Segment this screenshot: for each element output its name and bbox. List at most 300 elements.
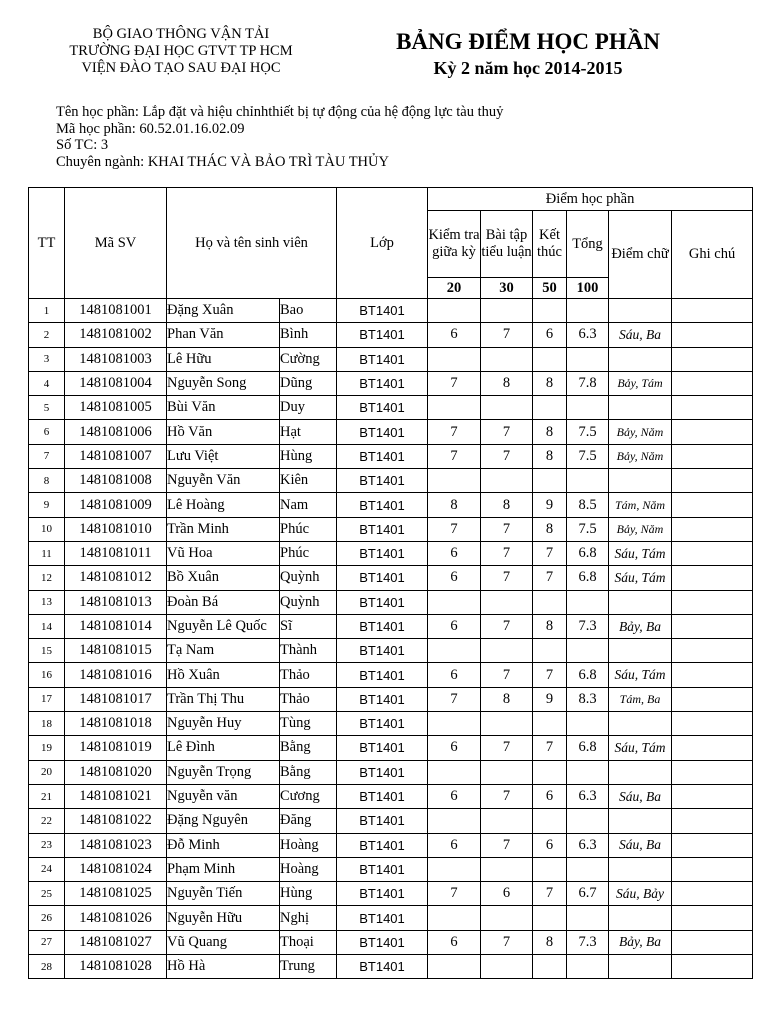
header-tt: TT xyxy=(29,188,65,299)
score-midterm: 7 xyxy=(428,420,481,444)
score-essay: 8 xyxy=(481,493,533,517)
letter-grade: Sáu, Tám xyxy=(609,736,672,760)
student-surname: Lê Hoàng xyxy=(167,493,280,517)
course-name: Tên học phần: Lắp đặt và hiệu chỉnhthiết bị tự động của hệ động lực tàu thuỷ xyxy=(56,104,504,120)
letter-grade xyxy=(609,906,672,930)
institute-name: VIỆN ĐÀO TẠO SAU ĐẠI HỌC xyxy=(81,60,281,76)
score-total: 6.8 xyxy=(567,736,609,760)
header-final: Kết thúc xyxy=(533,211,567,278)
student-class: BT1401 xyxy=(337,687,428,711)
student-id: 1481081009 xyxy=(65,493,167,517)
note-cell xyxy=(672,809,753,833)
table-row xyxy=(29,396,753,420)
letter-grade: Bảy, Năm xyxy=(609,444,672,468)
student-id: 1481081020 xyxy=(65,760,167,784)
student-surname: Nguyễn Huy xyxy=(167,712,280,736)
row-index: 21 xyxy=(29,784,65,808)
table-row xyxy=(29,517,753,541)
student-id: 1481081004 xyxy=(65,371,167,395)
score-essay xyxy=(481,760,533,784)
note-cell xyxy=(672,323,753,347)
student-class: BT1401 xyxy=(337,444,428,468)
student-given-name: Hùng xyxy=(280,444,337,468)
student-given-name: Cương xyxy=(280,784,337,808)
grade-rows xyxy=(29,299,753,979)
table-row xyxy=(29,444,753,468)
score-final xyxy=(533,347,567,371)
score-total xyxy=(567,299,609,323)
score-final: 7 xyxy=(533,663,567,687)
student-surname: Trần Minh xyxy=(167,517,280,541)
student-class: BT1401 xyxy=(337,299,428,323)
letter-grade xyxy=(609,396,672,420)
score-total: 6.3 xyxy=(567,323,609,347)
student-id: 1481081002 xyxy=(65,323,167,347)
score-essay: 7 xyxy=(481,323,533,347)
score-total: 7.5 xyxy=(567,420,609,444)
student-class: BT1401 xyxy=(337,930,428,954)
score-total xyxy=(567,955,609,979)
score-final xyxy=(533,955,567,979)
score-essay: 7 xyxy=(481,833,533,857)
score-midterm: 7 xyxy=(428,882,481,906)
letter-grade xyxy=(609,639,672,663)
student-surname: Hồ Xuân xyxy=(167,663,280,687)
score-essay xyxy=(481,469,533,493)
row-index: 15 xyxy=(29,639,65,663)
header-score-group: Điểm học phần xyxy=(428,188,753,211)
letter-grade xyxy=(609,809,672,833)
header-class: Lớp xyxy=(337,188,428,299)
score-final: 6 xyxy=(533,833,567,857)
student-class: BT1401 xyxy=(337,469,428,493)
score-final: 8 xyxy=(533,371,567,395)
score-midterm: 6 xyxy=(428,323,481,347)
student-given-name: Thảo xyxy=(280,663,337,687)
student-surname: Nguyễn Trọng xyxy=(167,760,280,784)
student-given-name: Thảo xyxy=(280,687,337,711)
note-cell xyxy=(672,930,753,954)
student-class: BT1401 xyxy=(337,712,428,736)
table-row xyxy=(29,371,753,395)
score-essay xyxy=(481,712,533,736)
table-row xyxy=(29,857,753,881)
student-id: 1481081028 xyxy=(65,955,167,979)
row-index: 27 xyxy=(29,930,65,954)
student-class: BT1401 xyxy=(337,882,428,906)
student-given-name: Bình xyxy=(280,323,337,347)
score-essay xyxy=(481,857,533,881)
row-index: 12 xyxy=(29,566,65,590)
score-final xyxy=(533,760,567,784)
student-surname: Phan Văn xyxy=(167,323,280,347)
note-cell xyxy=(672,614,753,638)
student-id: 1481081011 xyxy=(65,541,167,565)
score-total xyxy=(567,590,609,614)
score-total: 7.5 xyxy=(567,444,609,468)
score-midterm xyxy=(428,809,481,833)
row-index: 19 xyxy=(29,736,65,760)
weight-midterm: 20 xyxy=(428,278,481,299)
note-cell xyxy=(672,906,753,930)
student-given-name: Phúc xyxy=(280,517,337,541)
letter-grade: Sáu, Bảy xyxy=(609,882,672,906)
note-cell xyxy=(672,955,753,979)
letter-grade: Tám, Năm xyxy=(609,493,672,517)
student-class: BT1401 xyxy=(337,566,428,590)
student-id: 1481081019 xyxy=(65,736,167,760)
score-total xyxy=(567,906,609,930)
score-essay xyxy=(481,955,533,979)
letter-grade: Bảy, Tám xyxy=(609,371,672,395)
score-total: 6.3 xyxy=(567,833,609,857)
table-row xyxy=(29,541,753,565)
institution-header xyxy=(50,26,312,77)
note-cell xyxy=(672,493,753,517)
score-final xyxy=(533,906,567,930)
student-surname: Vũ Hoa xyxy=(167,541,280,565)
row-index: 10 xyxy=(29,517,65,541)
row-index: 7 xyxy=(29,444,65,468)
student-id: 1481081026 xyxy=(65,906,167,930)
note-cell xyxy=(672,712,753,736)
score-final: 8 xyxy=(533,420,567,444)
header-essay: Bài tập tiểu luận xyxy=(481,211,533,278)
student-id: 1481081001 xyxy=(65,299,167,323)
row-index: 13 xyxy=(29,590,65,614)
note-cell xyxy=(672,736,753,760)
score-total xyxy=(567,760,609,784)
student-id: 1481081021 xyxy=(65,784,167,808)
student-surname: Nguyễn Hữu xyxy=(167,906,280,930)
score-final: 7 xyxy=(533,882,567,906)
student-class: BT1401 xyxy=(337,809,428,833)
row-index: 20 xyxy=(29,760,65,784)
course-code: Mã học phần: 60.52.01.16.02.09 xyxy=(56,120,245,137)
note-cell xyxy=(672,760,753,784)
row-index: 16 xyxy=(29,663,65,687)
document-title: BẢNG ĐIỂM HỌC PHẦN xyxy=(396,29,660,54)
student-given-name: Phúc xyxy=(280,541,337,565)
score-total xyxy=(567,639,609,663)
score-final xyxy=(533,639,567,663)
letter-grade: Sáu, Tám xyxy=(609,541,672,565)
student-surname: Đặng Xuân xyxy=(167,299,280,323)
student-given-name: Dũng xyxy=(280,371,337,395)
header-student-name: Họ và tên sinh viên xyxy=(167,188,337,299)
score-midterm: 7 xyxy=(428,517,481,541)
score-final xyxy=(533,712,567,736)
student-given-name: Nghị xyxy=(280,906,337,930)
score-final: 8 xyxy=(533,517,567,541)
score-essay: 7 xyxy=(481,930,533,954)
student-id: 1481081014 xyxy=(65,614,167,638)
note-cell xyxy=(672,396,753,420)
ministry-name: BỘ GIAO THÔNG VẬN TẢI xyxy=(92,26,270,42)
score-total: 8.3 xyxy=(567,687,609,711)
student-class: BT1401 xyxy=(337,955,428,979)
score-essay: 7 xyxy=(481,444,533,468)
student-class: BT1401 xyxy=(337,396,428,420)
score-midterm xyxy=(428,760,481,784)
student-class: BT1401 xyxy=(337,517,428,541)
score-total: 6.8 xyxy=(567,663,609,687)
score-midterm xyxy=(428,906,481,930)
student-id: 1481081022 xyxy=(65,809,167,833)
student-surname: Nguyễn Tiến xyxy=(167,882,280,906)
row-index: 3 xyxy=(29,347,65,371)
score-final: 7 xyxy=(533,566,567,590)
score-final: 8 xyxy=(533,444,567,468)
table-row xyxy=(29,663,753,687)
score-essay: 7 xyxy=(481,784,533,808)
document-title-block xyxy=(368,28,688,80)
score-midterm xyxy=(428,347,481,371)
note-cell xyxy=(672,541,753,565)
score-midterm: 6 xyxy=(428,541,481,565)
row-index: 17 xyxy=(29,687,65,711)
student-class: BT1401 xyxy=(337,493,428,517)
row-index: 28 xyxy=(29,955,65,979)
letter-grade: Bảy, Năm xyxy=(609,420,672,444)
score-final xyxy=(533,396,567,420)
letter-grade xyxy=(609,955,672,979)
score-final: 8 xyxy=(533,614,567,638)
score-total xyxy=(567,809,609,833)
student-id: 1481081005 xyxy=(65,396,167,420)
score-midterm xyxy=(428,857,481,881)
score-final: 7 xyxy=(533,736,567,760)
course-info xyxy=(56,104,503,170)
letter-grade: Bảy, Ba xyxy=(609,614,672,638)
header-note: Ghi chú xyxy=(672,211,753,299)
score-essay xyxy=(481,906,533,930)
student-surname: Đặng Nguyên xyxy=(167,809,280,833)
student-class: BT1401 xyxy=(337,420,428,444)
row-index: 9 xyxy=(29,493,65,517)
score-essay: 6 xyxy=(481,882,533,906)
student-class: BT1401 xyxy=(337,323,428,347)
note-cell xyxy=(672,857,753,881)
table-row xyxy=(29,420,753,444)
table-row xyxy=(29,347,753,371)
row-index: 14 xyxy=(29,614,65,638)
student-id: 1481081016 xyxy=(65,663,167,687)
row-index: 23 xyxy=(29,833,65,857)
note-cell xyxy=(672,347,753,371)
score-essay xyxy=(481,396,533,420)
student-given-name: Hoàng xyxy=(280,833,337,857)
student-surname: Nguyễn Văn xyxy=(167,469,280,493)
student-id: 1481081024 xyxy=(65,857,167,881)
score-essay: 7 xyxy=(481,517,533,541)
table-row xyxy=(29,736,753,760)
weight-essay: 30 xyxy=(481,278,533,299)
row-index: 22 xyxy=(29,809,65,833)
grade-table xyxy=(28,187,753,979)
row-index: 5 xyxy=(29,396,65,420)
table-row xyxy=(29,639,753,663)
score-total: 6.7 xyxy=(567,882,609,906)
course-major: Chuyên ngành: KHAI THÁC VÀ BẢO TRÌ TÀU THỦY xyxy=(56,153,389,170)
note-cell xyxy=(672,784,753,808)
row-index: 6 xyxy=(29,420,65,444)
letter-grade xyxy=(609,712,672,736)
note-cell xyxy=(672,833,753,857)
student-class: BT1401 xyxy=(337,541,428,565)
student-id: 1481081017 xyxy=(65,687,167,711)
student-given-name: Bằng xyxy=(280,736,337,760)
score-midterm xyxy=(428,712,481,736)
weight-total: 100 xyxy=(567,278,609,299)
letter-grade xyxy=(609,347,672,371)
score-essay: 7 xyxy=(481,566,533,590)
score-midterm: 8 xyxy=(428,493,481,517)
weight-final: 50 xyxy=(533,278,567,299)
score-essay xyxy=(481,809,533,833)
table-row xyxy=(29,809,753,833)
score-essay: 7 xyxy=(481,736,533,760)
score-final xyxy=(533,590,567,614)
score-essay xyxy=(481,347,533,371)
letter-grade: Sáu, Ba xyxy=(609,323,672,347)
student-class: BT1401 xyxy=(337,784,428,808)
score-essay xyxy=(481,590,533,614)
note-cell xyxy=(672,590,753,614)
score-total: 6.8 xyxy=(567,566,609,590)
score-final: 9 xyxy=(533,687,567,711)
table-row xyxy=(29,614,753,638)
student-given-name: Duy xyxy=(280,396,337,420)
score-midterm xyxy=(428,396,481,420)
score-midterm: 7 xyxy=(428,687,481,711)
score-midterm xyxy=(428,299,481,323)
score-midterm: 6 xyxy=(428,614,481,638)
student-given-name: Bằng xyxy=(280,760,337,784)
score-total: 7.8 xyxy=(567,371,609,395)
student-surname: Hồ Hà xyxy=(167,955,280,979)
score-midterm xyxy=(428,639,481,663)
score-final: 6 xyxy=(533,323,567,347)
student-id: 1481081027 xyxy=(65,930,167,954)
letter-grade: Sáu, Tám xyxy=(609,663,672,687)
student-surname: Nguyễn văn xyxy=(167,784,280,808)
table-row xyxy=(29,299,753,323)
student-given-name: Hoàng xyxy=(280,857,337,881)
header-student-id: Mã SV xyxy=(65,188,167,299)
student-given-name: Cường xyxy=(280,347,337,371)
note-cell xyxy=(672,639,753,663)
student-given-name: Quỳnh xyxy=(280,590,337,614)
table-row xyxy=(29,493,753,517)
student-surname: Đoàn Bá xyxy=(167,590,280,614)
table-row xyxy=(29,566,753,590)
student-given-name: Bao xyxy=(280,299,337,323)
student-surname: Lê Hữu xyxy=(167,347,280,371)
student-class: BT1401 xyxy=(337,760,428,784)
term-label: Kỳ 2 năm học 2014-2015 xyxy=(433,58,623,78)
score-final: 8 xyxy=(533,930,567,954)
score-midterm: 6 xyxy=(428,833,481,857)
student-given-name: Hùng xyxy=(280,882,337,906)
student-id: 1481081015 xyxy=(65,639,167,663)
letter-grade: Tám, Ba xyxy=(609,687,672,711)
note-cell xyxy=(672,687,753,711)
score-midterm: 6 xyxy=(428,736,481,760)
student-surname: Lê Đình xyxy=(167,736,280,760)
score-midterm xyxy=(428,469,481,493)
student-given-name: Hạt xyxy=(280,420,337,444)
score-essay: 8 xyxy=(481,371,533,395)
student-id: 1481081003 xyxy=(65,347,167,371)
student-given-name: Quỳnh xyxy=(280,566,337,590)
score-total xyxy=(567,712,609,736)
student-surname: Trần Thị Thu xyxy=(167,687,280,711)
score-final: 9 xyxy=(533,493,567,517)
note-cell xyxy=(672,469,753,493)
student-class: BT1401 xyxy=(337,590,428,614)
letter-grade xyxy=(609,590,672,614)
student-given-name: Nam xyxy=(280,493,337,517)
letter-grade xyxy=(609,469,672,493)
course-credits: Số TC: 3 xyxy=(56,137,109,153)
student-surname: Nguyễn Song xyxy=(167,371,280,395)
student-class: BT1401 xyxy=(337,347,428,371)
letter-grade: Sáu, Tám xyxy=(609,566,672,590)
student-class: BT1401 xyxy=(337,857,428,881)
student-surname: Vũ Quang xyxy=(167,930,280,954)
note-cell xyxy=(672,420,753,444)
note-cell xyxy=(672,371,753,395)
score-midterm: 7 xyxy=(428,444,481,468)
score-total: 7.5 xyxy=(567,517,609,541)
score-essay: 7 xyxy=(481,541,533,565)
table-row xyxy=(29,469,753,493)
student-class: BT1401 xyxy=(337,639,428,663)
table-row xyxy=(29,784,753,808)
student-id: 1481081006 xyxy=(65,420,167,444)
university-name: TRƯỜNG ĐẠI HỌC GTVT TP HCM xyxy=(69,43,293,59)
student-id: 1481081010 xyxy=(65,517,167,541)
letter-grade xyxy=(609,857,672,881)
score-essay xyxy=(481,299,533,323)
score-total: 6.8 xyxy=(567,541,609,565)
student-id: 1481081025 xyxy=(65,882,167,906)
note-cell xyxy=(672,517,753,541)
student-given-name: Trung xyxy=(280,955,337,979)
score-essay xyxy=(481,639,533,663)
score-essay: 8 xyxy=(481,687,533,711)
row-index: 2 xyxy=(29,323,65,347)
score-midterm xyxy=(428,955,481,979)
row-index: 26 xyxy=(29,906,65,930)
student-class: BT1401 xyxy=(337,833,428,857)
header-midterm: Kiểm tra giữa kỳ xyxy=(428,211,481,278)
row-index: 25 xyxy=(29,882,65,906)
student-id: 1481081013 xyxy=(65,590,167,614)
note-cell xyxy=(672,444,753,468)
score-essay: 7 xyxy=(481,420,533,444)
table-row xyxy=(29,955,753,979)
table-row xyxy=(29,906,753,930)
score-essay: 7 xyxy=(481,663,533,687)
score-midterm xyxy=(428,590,481,614)
row-index: 11 xyxy=(29,541,65,565)
student-class: BT1401 xyxy=(337,736,428,760)
student-surname: Phạm Minh xyxy=(167,857,280,881)
student-given-name: Tùng xyxy=(280,712,337,736)
score-final xyxy=(533,469,567,493)
